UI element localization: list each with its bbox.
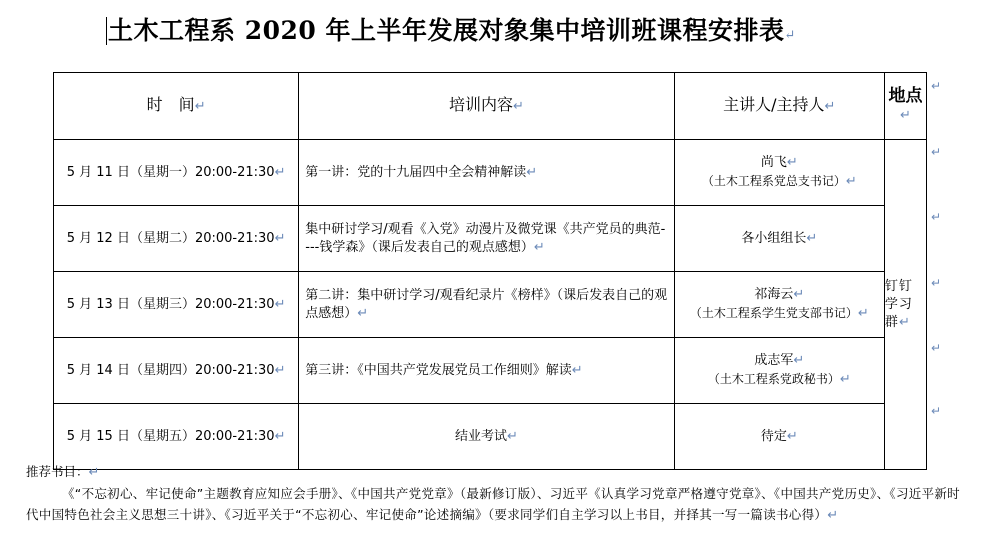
paragraph-mark-icon: ↵ (786, 428, 798, 444)
paragraph-mark-icon: ↵ (88, 465, 100, 480)
header-place: 地点↵ (884, 73, 926, 140)
recommended-books-label: 推荐书目：↵ (26, 464, 100, 480)
speaker-cell: 各小组组长↵ (674, 206, 884, 272)
row-end-mark-icon: ↵ (931, 404, 942, 418)
paragraph-mark-icon: ↵ (845, 174, 857, 189)
paragraph-mark-icon: ↵ (824, 99, 836, 114)
recommended-books (26, 461, 966, 526)
row-end-mark-icon: ↵ (931, 79, 942, 93)
paragraph-mark-icon: ↵ (526, 164, 538, 180)
paragraph-mark-icon: ↵ (533, 239, 545, 255)
speaker-cell: 成志军↵ （土木工程系党政秘书）↵ (674, 338, 884, 404)
time-cell: 5 月 15 日（星期五）20:00-21:30↵ (54, 404, 299, 470)
paragraph-mark-icon: ↵ (839, 372, 851, 387)
paragraph-mark-icon: ↵ (857, 306, 869, 321)
time-cell: 5 月 11 日（星期一）20:00-21:30↵ (54, 140, 299, 206)
content-cell: 第三讲：《中国共产党发展党员工作细则》解读↵ (299, 338, 674, 404)
paragraph-mark-icon: ↵ (274, 362, 286, 378)
content-cell: 第一讲：党的十九届四中全会精神解读↵ (299, 140, 674, 206)
content-cell: 第二讲：集中研讨学习/观看纪录片《榜样》（课后发表自己的观点感想）↵ (299, 272, 674, 338)
header-time: 时 间↵ (54, 73, 299, 140)
paragraph-mark-icon: ↵ (786, 155, 798, 170)
speaker-role: （土木工程系学生党支部书记） (689, 306, 858, 320)
paragraph-mark-icon: ↵ (274, 296, 286, 312)
header-speaker: 主讲人/主持人↵ (674, 73, 884, 140)
paragraph-mark-icon: ↵ (898, 314, 911, 330)
speaker-role: （土木工程系党政秘书） (707, 372, 840, 386)
table-row (54, 206, 927, 272)
text-cursor (106, 17, 107, 45)
table-row (54, 140, 927, 206)
place-cell: 钉钉学习群↵ (884, 140, 926, 470)
paragraph-mark-icon: ↵ (274, 230, 286, 246)
header-content: 培训内容↵ (299, 73, 674, 140)
row-end-mark-icon: ↵ (931, 341, 942, 355)
schedule-table (53, 72, 927, 470)
paragraph-mark-icon: ↵ (274, 428, 286, 444)
paragraph-mark-icon: ↵ (507, 428, 518, 444)
paragraph-mark-icon: ↵ (571, 362, 583, 378)
speaker-cell: 待定↵ (674, 404, 884, 470)
paragraph-mark-icon: ↵ (827, 508, 839, 523)
paragraph-mark-icon: ↵ (793, 353, 805, 368)
paragraph-mark-icon: ↵ (357, 305, 369, 321)
row-end-mark-icon: ↵ (931, 276, 942, 290)
paragraph-mark-icon: ↵ (194, 99, 206, 114)
paragraph-mark-icon: ↵ (513, 99, 524, 114)
speaker-cell: 祁海云↵ （土木工程系学生党支部书记）↵ (674, 272, 884, 338)
content-cell: 结业考试↵ (299, 404, 674, 470)
row-end-mark-icon: ↵ (931, 210, 942, 224)
paragraph-mark-icon: ↵ (806, 230, 818, 246)
content-cell: 集中研讨学习/观看《入党》动漫片及微党课《共产党员的典范----钱学森》（课后发表自己的观点感想）↵ (299, 206, 674, 272)
paragraph-mark-icon: ↵ (784, 28, 796, 43)
table-row (54, 338, 927, 404)
title-text: 土木工程系 2020 年上半年发展对象集中培训班课程安排表 (108, 16, 785, 45)
paragraph-mark-icon: ↵ (793, 287, 805, 302)
time-cell: 5 月 13 日（星期三）20:00-21:30↵ (54, 272, 299, 338)
speaker-role: （土木工程系党总支书记） (701, 174, 846, 188)
table-row (54, 404, 927, 470)
paragraph-mark-icon: ↵ (900, 108, 911, 123)
recommended-books-text: 《“不忘初心、牢记使命”主题教育应知应会手册》、《中国共产党党章》（最新修订版）、习近平《认真学习党章严格遵守党章》、《中国共产党历史》、《习近平新时代中国特色社会主义思想三十讲》、《习近平关于“不忘初心、牢记使命”论述摘编》（要求同学们自主学习以上书目，并择其一写一篇读书心得）↵ (26, 486, 960, 523)
time-cell: 5 月 14 日（星期四）20:00-21:30↵ (54, 338, 299, 404)
table-row (54, 272, 927, 338)
speaker-cell: 尚飞↵ （土木工程系党总支书记）↵ (674, 140, 884, 206)
document-title (108, 14, 878, 48)
paragraph-mark-icon: ↵ (274, 164, 286, 180)
table-header-row (54, 73, 927, 140)
time-cell: 5 月 12 日（星期二）20:00-21:30↵ (54, 206, 299, 272)
row-end-mark-icon: ↵ (931, 145, 942, 159)
